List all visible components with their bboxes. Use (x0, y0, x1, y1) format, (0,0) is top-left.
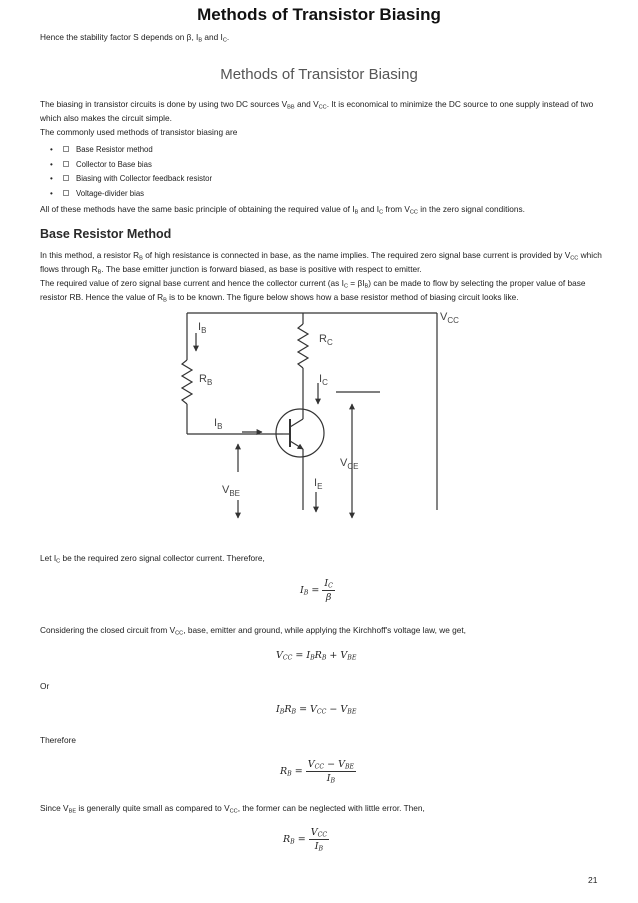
rb-label: $R_B$ (199, 373, 213, 387)
collector-resistor (298, 324, 308, 368)
page-title: Methods of Transistor Biasing (197, 5, 441, 24)
vce-label: $V_{CE}$ (340, 457, 359, 471)
transistor-circle (276, 409, 324, 457)
checkbox-icon (63, 190, 69, 196)
methods-intro: The commonly used methods of transistor biasing are (40, 127, 238, 137)
checkbox-icon (63, 175, 69, 181)
ic-label: $I_C$ (319, 373, 328, 387)
methods-list (50, 143, 212, 201)
let-ic-paragraph: Let $I_C$ be the required zero signal collector current. Therefore, (40, 553, 265, 565)
equation-ibrb: $I_BR_B = V_{CC} - V_{BE}$ (276, 704, 357, 716)
bullet-icon: • (50, 188, 53, 198)
page-number: 21 (588, 875, 598, 885)
approximation-paragraph: Since $V_{BE}$ is generally quite small as compared to $V_{CC}$, the former can be neglected with little error. Then, (40, 803, 425, 815)
rc-label: $R_C$ (319, 333, 333, 347)
vcc-label: $V_{CC}$ (440, 311, 459, 325)
required-value-paragraph: The required value of zero signal base current and hence the collector current (as $I_C = \beta I_B$) can be made to flow by selecting the proper value of base resistor RB. Hence the value of $R_B$ is to be known. The figure below shows how a base resistor method of biasing circuit looks like. (40, 278, 586, 303)
kvl-paragraph: Considering the closed circuit from $V_{CC}$, base, emitter and ground, while applying the Kirchhoff's voltage law, we get, (40, 625, 466, 637)
base-resistor-circuit-diagram (0, 300, 638, 525)
list-item: • Collector to Base bias (50, 158, 212, 173)
list-item: • Voltage-divider bias (50, 187, 212, 202)
therefore-text: Therefore (40, 735, 76, 745)
bullet-icon: • (50, 159, 53, 169)
bullet-icon: • (50, 145, 53, 154)
biasing-paragraph: The biasing in transistor circuits is done by using two DC sources $V_{BB}$ and $V_{CC}$. It is economical to minimize the DC source to one supply instead of two which also makes the circuit simple. (40, 99, 594, 123)
bullet-icon: • (50, 174, 53, 183)
intro-paragraph: Hence the stability factor S depends on β, $I_B$ and $I_C$. (40, 32, 230, 44)
equation-rb-approx: $R_B$ = $\frac{V_{CC}}{I_B}$ (283, 827, 328, 853)
base-resistor (182, 360, 192, 404)
collector-lead (290, 419, 303, 427)
list-item: • Base Resistor method (50, 143, 212, 158)
emitter-lead (290, 441, 303, 449)
ib-mid-label: $I_B$ (214, 417, 223, 431)
section-heading: Base Resistor Method (40, 227, 172, 241)
section-title: Methods of Transistor Biasing (220, 66, 418, 83)
ib-top-label: $I_B$ (198, 321, 207, 335)
vbe-label: $V_{BE}$ (222, 484, 241, 498)
ie-label: $I_E$ (314, 477, 323, 491)
list-item: • Biasing with Collector feedback resistor (50, 172, 212, 187)
checkbox-icon (63, 146, 69, 152)
checkbox-icon (63, 161, 69, 167)
equation-kvl: $V_{CC} = I_BR_B + V_{BE}$ (276, 650, 357, 662)
equation-rb: $R_B$ = $\frac{V_{CC} - V_{BE}}{I_B}$ (280, 759, 355, 785)
equation-ib: $I_B$ = $\frac{I_C}{\beta}$ (300, 578, 333, 603)
principle-paragraph: All of these methods have the same basic principle of obtaining the required value of $I_B$ and $I_C$ from $V_{CC}$ in the zero signal conditions. (40, 204, 525, 216)
or-text: Or (40, 681, 50, 691)
base-resistor-paragraph: In this method, a resistor $R_B$ of high resistance is connected in base, as the name implies. The required zero signal base current is provided by $V_{CC}$ which flows through $R_B$. The base emitter junction is forward biased, as base is positive with respect to emitter. (40, 250, 602, 275)
